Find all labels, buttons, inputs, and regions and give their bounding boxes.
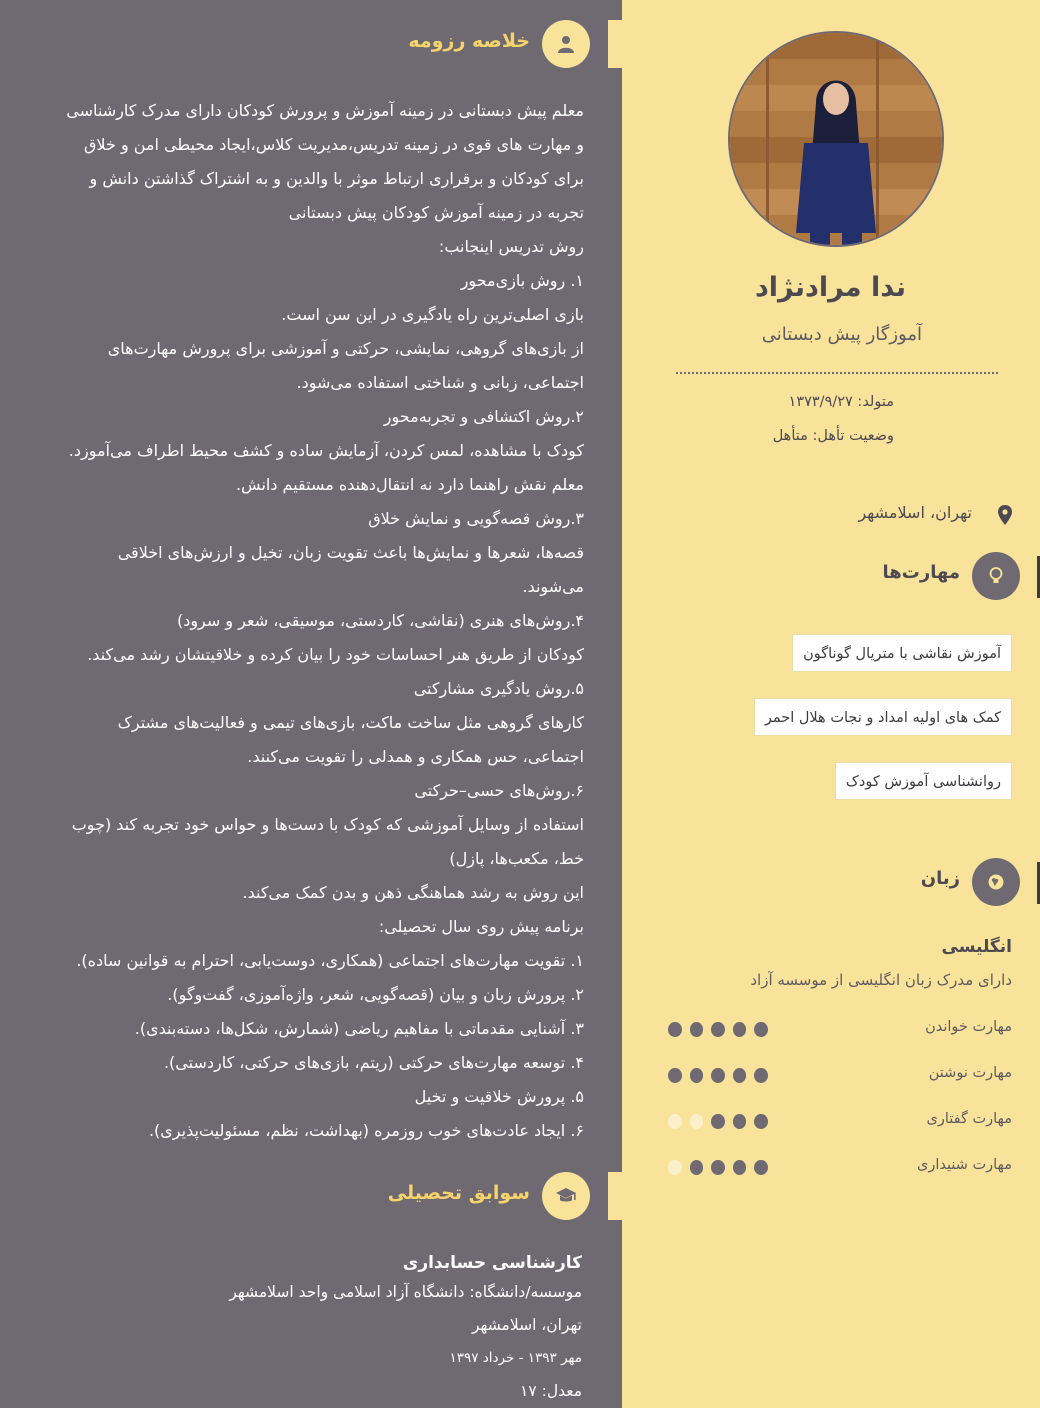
rating-dot bbox=[754, 1068, 768, 1083]
rating-dots bbox=[668, 1022, 776, 1038]
marital-status: وضعیت تأهل: متأهل bbox=[772, 428, 894, 444]
summary-line: می‌شوند. bbox=[522, 577, 584, 596]
graduation-cap-icon bbox=[542, 1172, 590, 1220]
summary-line: تجربه در زمینه آموزش کودکان پیش دبستانی bbox=[288, 203, 584, 222]
skills-title: مهارت‌ها bbox=[882, 562, 960, 583]
skill-level-label: مهارت شنیداری bbox=[916, 1157, 1012, 1173]
rating-dot bbox=[754, 1022, 768, 1037]
summary-line: ۵. پرورش خلاقیت و تخیل bbox=[414, 1087, 584, 1106]
skill-level-label: مهارت نوشتن bbox=[928, 1065, 1012, 1081]
rating-dots bbox=[668, 1160, 776, 1176]
globe-icon bbox=[972, 858, 1020, 906]
summary-line: بازی اصلی‌ترین راه یادگیری در این سن است. bbox=[281, 305, 584, 324]
summary-title: خلاصه رزومه bbox=[408, 30, 530, 52]
rating-dot bbox=[711, 1022, 725, 1037]
rating-dots bbox=[668, 1068, 776, 1084]
language-section-header bbox=[820, 858, 1040, 906]
summary-line: کارهای گروهی مثل ساخت ماکت، بازی‌های تیمی و فعالیت‌های مشترک bbox=[117, 713, 584, 732]
skill-tag: روانشناسی آموزش کودک bbox=[835, 762, 1012, 800]
rating-dot bbox=[668, 1114, 682, 1129]
summary-line: این روش به رشد هماهنگی ذهن و بدن کمک می‌کند. bbox=[242, 883, 584, 902]
skill-tag: آموزش نقاشی با متریال گوناگون bbox=[792, 634, 1012, 672]
summary-section-header bbox=[0, 20, 622, 68]
summary-line: معلم پیش دبستانی در زمینه آموزش و پرورش کودکان دارای مدرک کارشناسی bbox=[66, 101, 584, 120]
summary-line: برنامه پیش روی سال تحصیلی: bbox=[378, 917, 584, 936]
section-tab-marker bbox=[608, 20, 622, 68]
rating-dot bbox=[690, 1022, 704, 1037]
rating-dots bbox=[668, 1114, 776, 1130]
skill-tag: کمک های اولیه امداد و نجات هلال احمر bbox=[754, 698, 1012, 736]
summary-line: ۳. آشنایی مقدماتی با مفاهیم ریاضی (شمارش، شکل‌ها، دسته‌بندی). bbox=[134, 1019, 584, 1038]
rating-dot bbox=[733, 1068, 747, 1083]
rating-dot bbox=[668, 1022, 682, 1037]
education-title: سوابق تحصیلی bbox=[387, 1182, 530, 1204]
user-icon bbox=[542, 20, 590, 68]
rating-dot bbox=[754, 1114, 768, 1129]
rating-dot bbox=[711, 1114, 725, 1129]
section-tab-marker bbox=[608, 1172, 622, 1220]
skills-section-header bbox=[820, 552, 1040, 600]
summary-line: ۲.روش اکتشافی و تجربه‌محور bbox=[383, 407, 584, 426]
skill-level-label: مهارت گفتاری bbox=[926, 1111, 1012, 1127]
gpa: معدل: ۱۷ bbox=[520, 1382, 582, 1400]
rating-dot bbox=[733, 1022, 747, 1037]
rating-dot bbox=[711, 1160, 725, 1175]
rating-dot bbox=[668, 1160, 682, 1175]
birth-date: متولد: ۱۳۷۳/۹/۲۷ bbox=[788, 394, 894, 410]
summary-line: کودکان از طریق هنر احساسات خود را بیان کرده و خلاقیتشان رشد می‌کند. bbox=[87, 645, 584, 664]
language-description: دارای مدرک زبان انگلیسی از موسسه آزاد bbox=[750, 971, 1012, 989]
summary-line: استفاده از وسایل آموزشی که کودک با دست‌ها و حواس خود تجربه کند (چوب bbox=[71, 815, 584, 834]
language-title: زبان bbox=[920, 868, 960, 889]
summary-text bbox=[16, 94, 584, 1148]
summary-line: قصه‌ها، شعرها و نمایش‌ها باعث تقویت زبان، تخیل و ارزش‌های اخلاقی bbox=[117, 543, 584, 562]
rating-dot bbox=[668, 1068, 682, 1083]
profile-photo bbox=[728, 31, 944, 247]
rating-dot bbox=[733, 1160, 747, 1175]
summary-line: ۴. توسعه مهارت‌های حرکتی (ریتم، بازی‌های حرکتی، کاردستی). bbox=[163, 1053, 584, 1072]
rating-dot bbox=[690, 1160, 704, 1175]
summary-line: ۶. ایجاد عادت‌های خوب روزمره (بهداشت، نظم، مسئولیت‌پذیری). bbox=[148, 1121, 584, 1140]
degree: کارشناسی حسابداری bbox=[402, 1253, 582, 1273]
institution: موسسه/دانشگاه: دانشگاه آزاد اسلامی واحد اسلامشهر bbox=[229, 1283, 582, 1301]
education-section-header bbox=[0, 1172, 622, 1220]
summary-line: معلم نقش راهنما دارد نه انتقال‌دهنده مستقیم دانش. bbox=[235, 475, 584, 494]
summary-line: اجتماعی، زبانی و شناختی استفاده می‌شود. bbox=[296, 373, 584, 392]
summary-line: برای کودکان و برقراری ارتباط موثر با والدین و به اشتراک گذاشتن دانش و bbox=[89, 169, 584, 188]
summary-line: ۱. تقویت مهارت‌های اجتماعی (همکاری، دوست‌یابی، احترام به قوانین ساده). bbox=[76, 951, 584, 970]
summary-line: اجتماعی، حس همکاری و همدلی را تقویت می‌کنند. bbox=[247, 747, 584, 766]
job-title: آموزگار پیش دبستانی bbox=[761, 324, 922, 345]
skill-level-label: مهارت خواندن bbox=[925, 1019, 1012, 1035]
summary-line: ۴.روش‌های هنری (نقاشی، کاردستی، موسیقی، شعر و سرود) bbox=[176, 611, 584, 630]
summary-line: ۳.روش قصه‌گویی و نمایش خلاق bbox=[368, 509, 584, 528]
rating-dot bbox=[754, 1160, 768, 1175]
rating-dot bbox=[733, 1114, 747, 1129]
education-location: تهران، اسلامشهر bbox=[472, 1316, 582, 1334]
summary-line: ۶.روش‌های حسی–حرکتی bbox=[414, 781, 584, 800]
lightbulb-icon bbox=[972, 552, 1020, 600]
summary-line: روش تدریس اینجانب: bbox=[438, 237, 584, 256]
language-name: انگلیسی bbox=[941, 937, 1012, 957]
summary-line: ۱. روش بازی‌محور bbox=[460, 271, 584, 290]
summary-line: از بازی‌های گروهی، نمایشی، حرکتی و آموزشی برای پرورش مهارت‌های bbox=[107, 339, 584, 358]
education-entry bbox=[62, 1250, 582, 1408]
rating-dot bbox=[711, 1068, 725, 1083]
summary-line: کودک با مشاهده، لمس کردن، آزمایش ساده و کشف محیط اطراف می‌آموزد. bbox=[68, 441, 584, 460]
summary-line: ۵.روش یادگیری مشارکتی bbox=[413, 679, 584, 698]
rating-dot bbox=[690, 1114, 704, 1129]
summary-line: و مهارت های قوی در زمینه تدریس،مدیریت کلاس،ایجاد محیطی امن و خلاق bbox=[84, 135, 584, 154]
divider bbox=[676, 372, 998, 374]
rating-dot bbox=[690, 1068, 704, 1083]
summary-line: ۲. پرورش زبان و بیان (قصه‌گویی، شعر، واژه‌آموزی، گفت‌وگو). bbox=[167, 985, 584, 1004]
location-text: تهران، اسلامشهر bbox=[858, 503, 972, 522]
map-pin-icon bbox=[998, 505, 1012, 525]
person-name: ندا مرادنژاد bbox=[754, 272, 906, 303]
summary-line: خط، مکعب‌ها، پازل) bbox=[449, 849, 584, 868]
education-dates: مهر ۱۳۹۳ - خرداد ۱۳۹۷ bbox=[449, 1350, 582, 1366]
